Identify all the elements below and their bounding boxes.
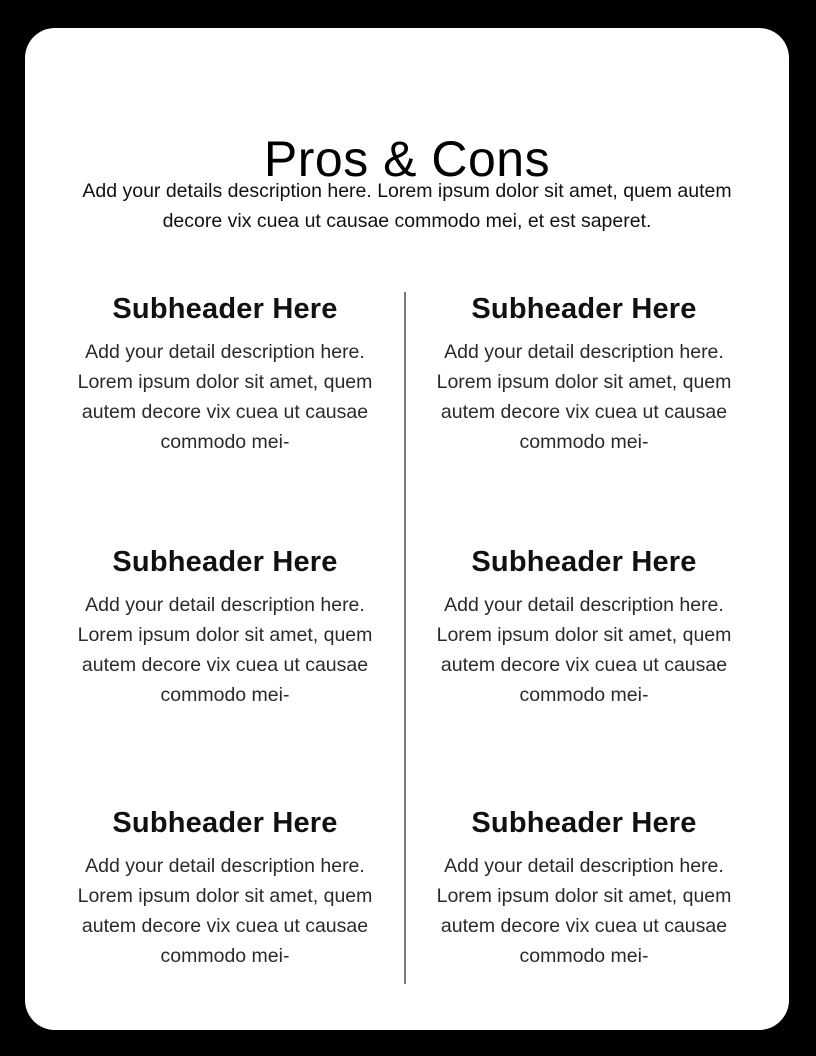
item-description: Add your detail description here. Lorem ipsum dolor sit amet, quem autem decore vix cuea ut causae commodo mei- <box>77 855 373 967</box>
page-title: Pros & Cons <box>263 130 551 187</box>
cons-item-2 <box>424 544 744 710</box>
item-description: Add your detail description here. Lorem ipsum dolor sit amet, quem autem decore vix cuea ut causae commodo mei- <box>77 341 373 453</box>
pros-item-1 <box>65 291 385 457</box>
item-heading: Subheader Here <box>112 807 338 839</box>
item-heading: Subheader Here <box>112 293 338 325</box>
column-divider <box>404 292 406 984</box>
cons-item-1 <box>424 291 744 457</box>
pros-cons-card <box>25 28 789 1030</box>
item-description: Add your detail description here. Lorem ipsum dolor sit amet, quem autem decore vix cuea ut causae commodo mei- <box>77 594 373 706</box>
item-description: Add your detail description here. Lorem ipsum dolor sit amet, quem autem decore vix cuea ut causae commodo mei- <box>436 594 732 706</box>
item-heading: Subheader Here <box>471 546 697 578</box>
item-heading: Subheader Here <box>471 807 697 839</box>
pros-item-2 <box>65 544 385 710</box>
item-description: Add your detail description here. Lorem ipsum dolor sit amet, quem autem decore vix cuea ut causae commodo mei- <box>436 341 732 453</box>
intro-description: Add your details description here. Lorem ipsum dolor sit amet, quem autem decore vix cuea ut causae commodo mei, et est saperet. <box>82 180 732 232</box>
item-description: Add your detail description here. Lorem ipsum dolor sit amet, quem autem decore vix cuea ut causae commodo mei- <box>436 855 732 967</box>
cons-item-3 <box>424 805 744 971</box>
pros-item-3 <box>65 805 385 971</box>
item-heading: Subheader Here <box>112 546 338 578</box>
item-heading: Subheader Here <box>471 293 697 325</box>
